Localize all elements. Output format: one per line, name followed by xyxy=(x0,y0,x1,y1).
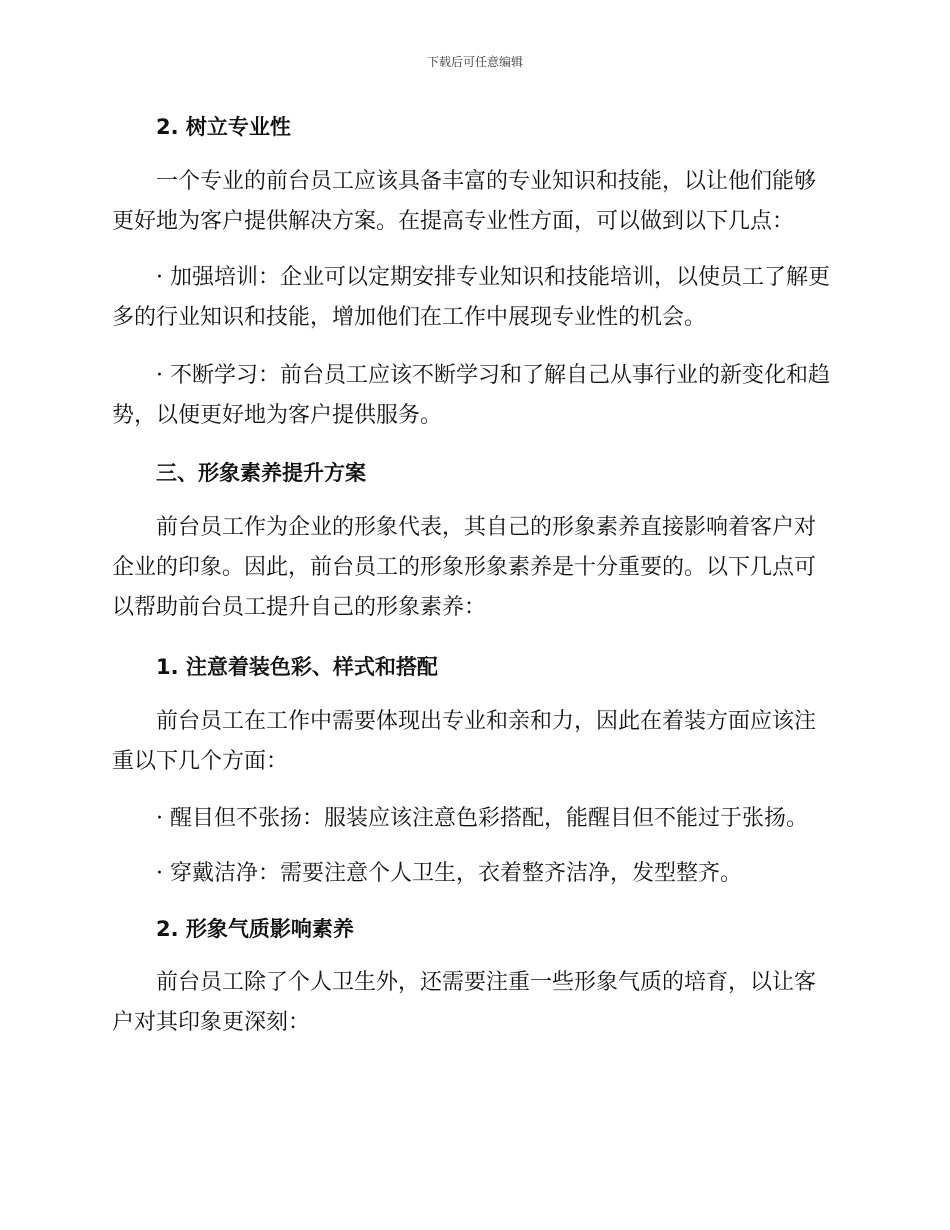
paragraph-image-plan: 前台员工作为企业的形象代表，其自己的形象素养直接影响着客户对企业的印象。因此，前台员工的形象形象素养是十分重要的。以下几点可以帮助前台员工提升自己的形象素养： xyxy=(112,515,817,620)
page-header: 下载后可任意编辑 xyxy=(426,55,523,69)
paragraph-dress: 前台员工在工作中需要体现出专业和亲和力，因此在着装方面应该注重以下几个方面： xyxy=(112,709,817,774)
bullet-eye-catching: · 醒目但不张扬：服装应该注意色彩搭配，能醒目但不能过于张扬。 xyxy=(156,806,808,831)
section-heading-professional: 2. 树立专业性 xyxy=(156,115,291,139)
bullet-clean: · 穿戴洁净：需要注意个人卫生，衣着整齐洁净，发型整齐。 xyxy=(156,861,742,886)
section-heading-dress: 1. 注意着装色彩、样式和搭配 xyxy=(156,655,438,679)
paragraph-professional: 一个专业的前台员工应该具备丰富的专业知识和技能，以让他们能够更好地为客户提供解决方案。在提高专业性方面，可以做到以下几点： xyxy=(112,169,817,234)
paragraph-temperament: 前台员工除了个人卫生外，还需要注重一些形象气质的培育，以让客户对其印象更深刻： xyxy=(112,970,817,1035)
section-heading-image-plan: 三、形象素养提升方案 xyxy=(156,461,366,485)
bullet-learning: · 不断学习：前台员工应该不断学习和了解自己从事行业的新变化和趋势，以便更好地为客户提供服务。 xyxy=(112,363,830,428)
bullet-training: · 加强培训：企业可以定期安排专业知识和技能培训，以使员工了解更多的行业知识和技能，增加他们在工作中展现专业性的机会。 xyxy=(112,265,830,330)
section-heading-temperament: 2. 形象气质影响素养 xyxy=(156,917,354,941)
